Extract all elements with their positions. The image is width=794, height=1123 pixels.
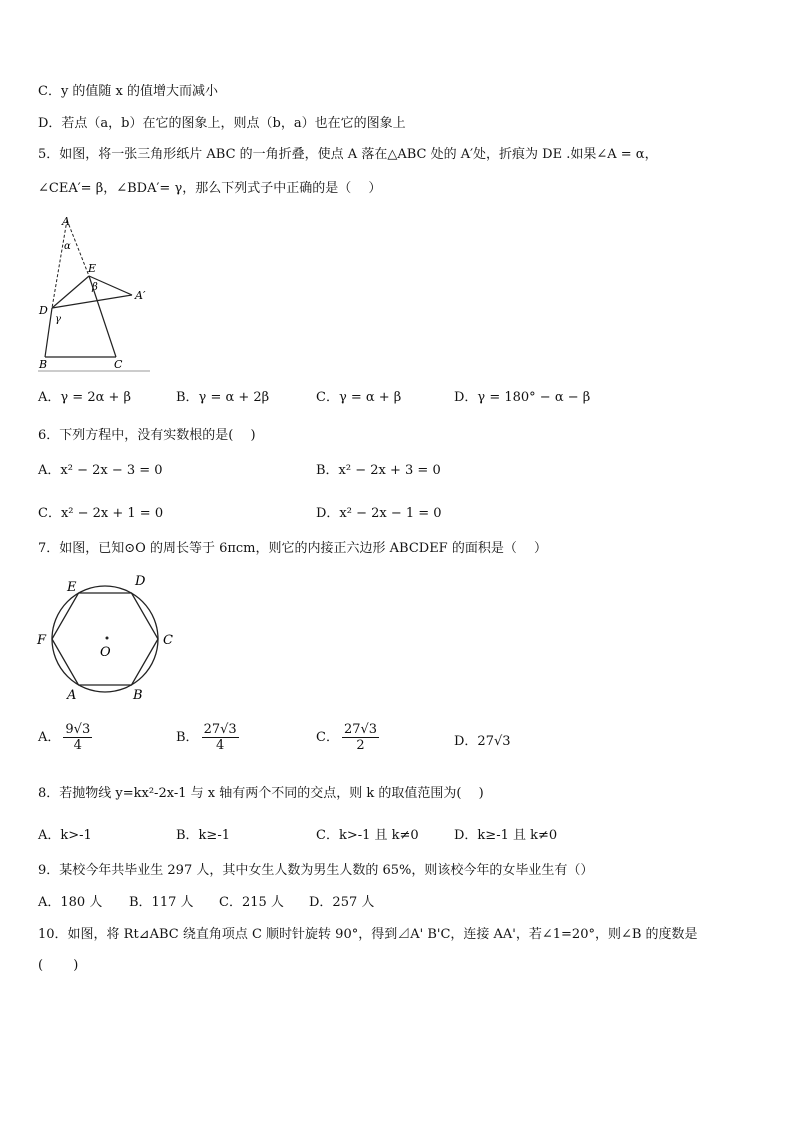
label-beta: β	[92, 282, 98, 293]
q9-option-c: C．215 人	[219, 895, 284, 910]
q7-option-c-label: C．	[316, 730, 339, 745]
q6-option-d: D．x² − 2x − 1 = 0	[316, 506, 442, 521]
q7-option-c	[316, 722, 379, 753]
label-b: B	[133, 688, 143, 703]
q10-stem-line2: ( )	[38, 958, 79, 973]
q7-hexagon-circle-figure	[34, 570, 184, 706]
q8-stem: 8．若抛物线 y=kx²-2x-1 与 x 轴有两个不同的交点，则 k 的取值范围为( )	[38, 786, 484, 801]
q7-option-b	[176, 722, 239, 753]
q10-stem-line1: 10．如图，将 Rt⊿ABC 绕直角项点 C 顺时针旋转 90°，得到⊿A' B'C，连接 AA'，若∠1=20°，则∠B 的度数是	[38, 927, 698, 942]
label-alpha: α	[64, 241, 71, 252]
q7-option-b-numerator: 27√3	[203, 722, 237, 737]
q9-stem: 9．某校今年共毕业生 297 人，其中女生人数为男生人数的 65%，则该校今年的女毕业生有（）	[38, 863, 594, 878]
q8-option-b: B．k≥-1	[176, 828, 230, 843]
q7-option-b-fraction	[202, 722, 239, 753]
label-a-prime: A′	[135, 289, 146, 302]
q9-option-b: B．117 人	[129, 895, 194, 910]
q5-option-b: B．γ = α + 2β	[176, 390, 270, 405]
q7-option-a-denominator: 4	[73, 738, 82, 753]
q7-stem: 7．如图，已知⊙O 的周长等于 6πcm，则它的内接正六边形 ABCDEF 的面积是（ ）	[38, 541, 547, 556]
q7-option-a-label: A．	[38, 730, 61, 745]
q9-option-a: A．180 人	[38, 895, 103, 910]
center-dot	[106, 637, 109, 640]
label-e: E	[88, 262, 97, 275]
q7-option-c-numerator: 27√3	[343, 722, 378, 737]
label-o: O	[100, 645, 111, 660]
q5-option-c: C．γ = α + β	[316, 390, 402, 405]
q7-option-b-denominator: 4	[215, 738, 225, 753]
circle-o	[52, 586, 158, 692]
label-f: F	[37, 633, 47, 648]
q5-option-a: A．γ = 2α + β	[38, 390, 132, 405]
q6-option-a: A．x² − 2x − 3 = 0	[38, 463, 163, 478]
q7-option-a-numerator: 9√3	[65, 722, 91, 737]
label-c: C	[163, 633, 173, 648]
q6-stem: 6．下列方程中，没有实数根的是( )	[38, 428, 256, 443]
inscribed-hexagon	[52, 593, 158, 685]
q4-option-c: C．y 的值随 x 的值增大而减小	[38, 84, 219, 99]
q7-option-c-denominator: 2	[356, 738, 365, 753]
q6-option-c: C．x² − 2x + 1 = 0	[38, 506, 164, 521]
q7-option-b-label: B．	[176, 730, 199, 745]
q7-option-a	[38, 722, 92, 753]
q7-option-d: D．27√3	[454, 734, 511, 749]
q5-stem-line2: ∠CEA′= β，∠BDA′= γ，那么下列式子中正确的是（ ）	[38, 181, 382, 196]
label-gamma: γ	[55, 314, 61, 325]
q5-stem-line1: 5．如图，将一张三角形纸片 ABC 的一角折叠，使点 A 落在△ABC 处的 A′处，折痕为 DE .如果∠A = α，	[38, 147, 658, 162]
label-c: C	[114, 358, 123, 371]
q8-option-d: D．k≥-1 且 k≠0	[454, 828, 558, 843]
label-b: B	[39, 358, 48, 371]
q8-option-a: A．k>-1	[38, 828, 92, 843]
q6-option-b: B．x² − 2x + 3 = 0	[316, 463, 441, 478]
q4-option-d: D．若点（a，b）在它的图象上，则点（b，a）也在它的图象上	[38, 116, 406, 131]
dashed-segment-ad	[52, 220, 67, 308]
label-d: D	[135, 574, 146, 589]
label-e: E	[67, 580, 77, 595]
label-a: A	[67, 688, 77, 703]
q7-option-c-fraction	[342, 722, 379, 753]
q5-option-d: D．γ = 180° − α − β	[454, 390, 591, 405]
q5-fold-triangle-figure	[34, 212, 154, 374]
q7-option-a-fraction	[63, 722, 92, 753]
q9-option-d: D．257 人	[309, 895, 375, 910]
q8-option-c: C．k>-1 且 k≠0	[316, 828, 419, 843]
label-d: D	[39, 304, 48, 317]
label-a: A	[62, 215, 70, 228]
